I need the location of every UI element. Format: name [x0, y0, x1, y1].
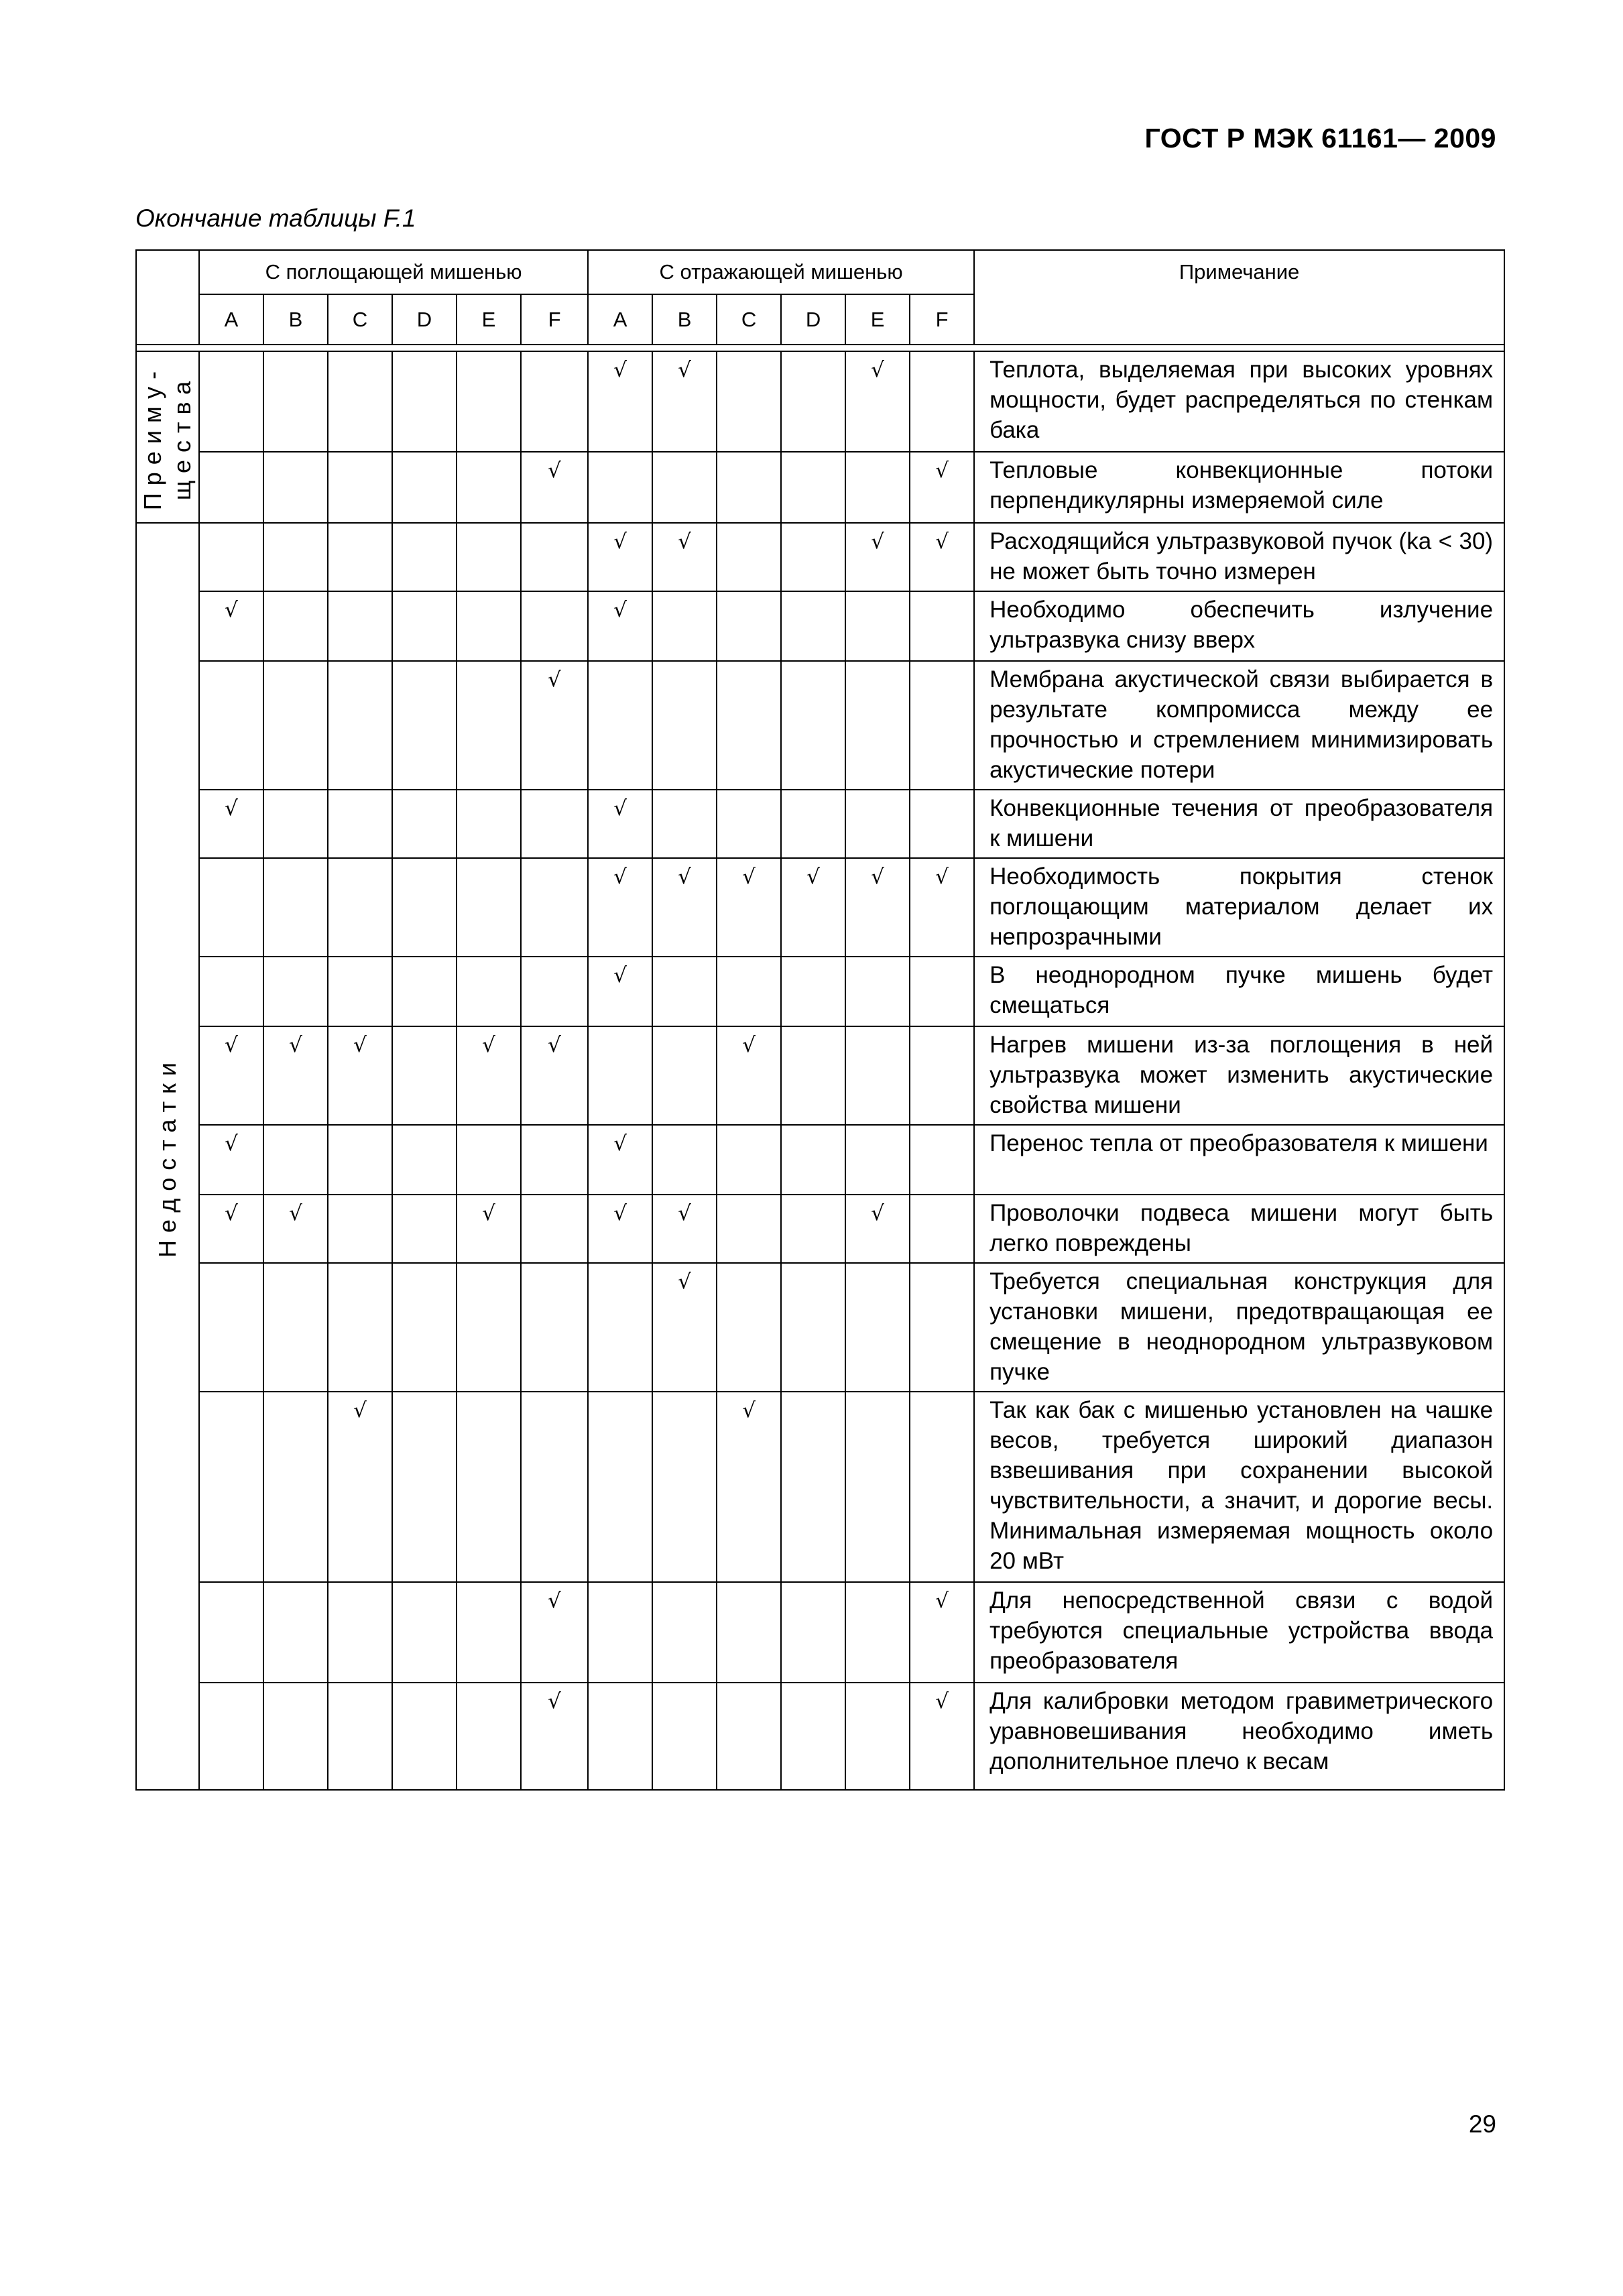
check-cell-absorbing-f [521, 1392, 588, 1582]
check-cell-absorbing-f [521, 1195, 588, 1263]
check-cell-reflecting-e [845, 1392, 910, 1582]
note-cell: Расходящийся ультразвуковой пучок (ka < 30) не может быть точно измерен [974, 523, 1504, 591]
check-cell-reflecting-d [781, 790, 845, 858]
column-header-reflecting-b: B [652, 294, 717, 345]
check-cell-absorbing-b [263, 1683, 328, 1790]
check-cell-reflecting-b [652, 1195, 717, 1263]
note-cell: Тепловые конвекционные потоки перпендикулярны измеряемой силе [974, 452, 1504, 523]
check-mark: √ [353, 1033, 367, 1057]
check-cell-reflecting-a [588, 1195, 652, 1263]
check-cell-reflecting-a [588, 452, 652, 523]
check-cell-reflecting-f [910, 858, 974, 957]
check-cell-absorbing-c [328, 957, 392, 1026]
comparison-table [135, 249, 1505, 1791]
check-mark: √ [482, 1201, 495, 1225]
check-mark: √ [548, 459, 561, 483]
column-header-reflecting-f: F [910, 294, 974, 345]
table-row [136, 1195, 1504, 1263]
check-cell-absorbing-e [457, 351, 521, 452]
section-label-text: Преиму- щества [139, 363, 196, 511]
check-cell-reflecting-d [781, 523, 845, 591]
check-cell-absorbing-b [263, 523, 328, 591]
check-cell-absorbing-b [263, 351, 328, 452]
check-cell-absorbing-c [328, 523, 392, 591]
check-cell-reflecting-d [781, 1392, 845, 1582]
check-cell-absorbing-f [521, 1026, 588, 1125]
check-cell-reflecting-f [910, 1195, 974, 1263]
check-cell-reflecting-a [588, 1392, 652, 1582]
check-cell-absorbing-f [521, 351, 588, 452]
check-cell-absorbing-a [199, 957, 263, 1026]
check-cell-reflecting-e [845, 1026, 910, 1125]
check-cell-absorbing-c [328, 1125, 392, 1195]
check-cell-reflecting-f [910, 957, 974, 1026]
check-cell-reflecting-f [910, 351, 974, 452]
check-cell-absorbing-a [199, 452, 263, 523]
check-cell-reflecting-a [588, 790, 652, 858]
check-cell-absorbing-a [199, 1195, 263, 1263]
check-cell-absorbing-c [328, 1392, 392, 1582]
check-cell-absorbing-c [328, 1026, 392, 1125]
table-row [136, 591, 1504, 661]
check-cell-reflecting-e [845, 790, 910, 858]
check-cell-reflecting-a [588, 1125, 652, 1195]
check-cell-reflecting-e [845, 858, 910, 957]
check-cell-reflecting-e [845, 523, 910, 591]
check-cell-reflecting-c [717, 1263, 781, 1392]
check-cell-reflecting-d [781, 957, 845, 1026]
check-cell-absorbing-e [457, 1582, 521, 1683]
check-cell-reflecting-f [910, 1392, 974, 1582]
check-cell-reflecting-f [910, 790, 974, 858]
table-row [136, 1392, 1504, 1582]
check-cell-absorbing-f [521, 591, 588, 661]
check-cell-reflecting-c [717, 1683, 781, 1790]
column-header-reflecting-d: D [781, 294, 845, 345]
check-cell-absorbing-e [457, 1026, 521, 1125]
check-mark: √ [613, 1132, 627, 1156]
check-mark: √ [742, 865, 756, 889]
check-mark: √ [613, 865, 627, 889]
check-mark: √ [548, 1689, 561, 1713]
section-label-advantages [136, 351, 199, 523]
column-header-reflecting-e: E [845, 294, 910, 345]
check-mark: √ [742, 1033, 756, 1057]
check-cell-reflecting-f [910, 1582, 974, 1683]
check-mark: √ [613, 796, 627, 821]
check-cell-absorbing-a [199, 661, 263, 790]
check-mark: √ [548, 1033, 561, 1057]
note-header: Примечание [974, 250, 1504, 345]
check-cell-absorbing-c [328, 452, 392, 523]
check-cell-reflecting-b [652, 957, 717, 1026]
check-cell-reflecting-b [652, 661, 717, 790]
check-cell-absorbing-b [263, 1195, 328, 1263]
check-cell-absorbing-d [392, 1026, 457, 1125]
table-continuation-caption: Окончание таблицы F.1 [135, 204, 416, 232]
check-mark: √ [225, 1132, 238, 1156]
check-cell-reflecting-e [845, 591, 910, 661]
check-mark: √ [742, 1398, 756, 1423]
check-mark: √ [613, 963, 627, 987]
table-row [136, 1263, 1504, 1392]
check-cell-absorbing-c [328, 1582, 392, 1683]
check-cell-absorbing-e [457, 1683, 521, 1790]
check-cell-absorbing-e [457, 790, 521, 858]
column-header-absorbing-a: A [199, 294, 263, 345]
check-cell-absorbing-d [392, 351, 457, 452]
check-cell-absorbing-b [263, 858, 328, 957]
table-row [136, 790, 1504, 858]
check-cell-reflecting-a [588, 351, 652, 452]
note-cell: Мембрана акустической связи выбирается в результате компромисса между ее прочностью и стремлением минимизировать акустические потери [974, 661, 1504, 790]
check-cell-reflecting-b [652, 1125, 717, 1195]
check-cell-reflecting-a [588, 661, 652, 790]
check-cell-absorbing-a [199, 1392, 263, 1582]
check-cell-absorbing-f [521, 661, 588, 790]
check-mark: √ [225, 598, 238, 622]
check-cell-reflecting-c [717, 1582, 781, 1683]
check-cell-reflecting-d [781, 1683, 845, 1790]
check-cell-absorbing-b [263, 957, 328, 1026]
table-row [136, 452, 1504, 523]
check-cell-absorbing-d [392, 1683, 457, 1790]
check-cell-reflecting-c [717, 858, 781, 957]
check-cell-reflecting-c [717, 591, 781, 661]
check-cell-absorbing-e [457, 591, 521, 661]
check-cell-absorbing-e [457, 661, 521, 790]
note-cell: Перенос тепла от преобразователя к мишени [974, 1125, 1504, 1195]
check-cell-reflecting-a [588, 1683, 652, 1790]
check-mark: √ [225, 1033, 238, 1057]
column-header-absorbing-f: F [521, 294, 588, 345]
check-mark: √ [289, 1201, 302, 1225]
check-cell-absorbing-d [392, 858, 457, 957]
check-mark: √ [935, 530, 949, 554]
check-cell-absorbing-d [392, 523, 457, 591]
check-cell-absorbing-c [328, 591, 392, 661]
page-number: 29 [1468, 2110, 1496, 2138]
check-mark: √ [548, 1589, 561, 1613]
column-header-reflecting-a: A [588, 294, 652, 345]
table-row [136, 351, 1504, 452]
note-cell: Конвекционные течения от преобразователя к мишени [974, 790, 1504, 858]
check-cell-reflecting-a [588, 957, 652, 1026]
check-cell-reflecting-a [588, 858, 652, 957]
check-cell-reflecting-d [781, 858, 845, 957]
check-mark: √ [935, 1689, 949, 1713]
check-cell-absorbing-c [328, 790, 392, 858]
check-cell-absorbing-e [457, 1263, 521, 1392]
check-cell-reflecting-b [652, 1392, 717, 1582]
check-cell-reflecting-b [652, 1026, 717, 1125]
check-cell-reflecting-e [845, 957, 910, 1026]
check-cell-absorbing-b [263, 1392, 328, 1582]
check-cell-absorbing-d [392, 452, 457, 523]
check-cell-reflecting-f [910, 452, 974, 523]
check-cell-reflecting-b [652, 1263, 717, 1392]
check-mark: √ [871, 865, 884, 889]
document-standard-header: ГОСТ Р МЭК 61161— 2009 [1144, 123, 1496, 154]
check-cell-absorbing-c [328, 858, 392, 957]
check-cell-reflecting-b [652, 591, 717, 661]
check-mark: √ [548, 668, 561, 692]
check-cell-absorbing-d [392, 790, 457, 858]
note-cell: Требуется специальная конструкция для установки мишени, предотвращающая ее смещение в неоднородном ультразвуковом пучке [974, 1263, 1504, 1392]
check-cell-reflecting-c [717, 1125, 781, 1195]
check-cell-reflecting-f [910, 1026, 974, 1125]
column-header-absorbing-b: B [263, 294, 328, 345]
check-cell-reflecting-b [652, 1582, 717, 1683]
table-row [136, 1582, 1504, 1683]
check-cell-reflecting-f [910, 1263, 974, 1392]
check-cell-absorbing-a [199, 1026, 263, 1125]
check-cell-absorbing-f [521, 523, 588, 591]
check-cell-reflecting-f [910, 591, 974, 661]
check-mark: √ [678, 1270, 691, 1294]
column-header-absorbing-e: E [457, 294, 521, 345]
check-cell-absorbing-f [521, 957, 588, 1026]
note-cell: Так как бак с мишенью установлен на чашке весов, требуется широкий диапазон взвешивания при сохранении высокой чувствительности, а значит, и дорогие весы. Минимальная измеряемая мощность около 20 мВт [974, 1392, 1504, 1582]
check-cell-absorbing-a [199, 1263, 263, 1392]
check-cell-absorbing-a [199, 790, 263, 858]
check-cell-absorbing-f [521, 858, 588, 957]
table-row [136, 858, 1504, 957]
check-cell-absorbing-a [199, 351, 263, 452]
check-cell-reflecting-a [588, 1026, 652, 1125]
check-mark: √ [482, 1033, 495, 1057]
check-cell-absorbing-d [392, 1195, 457, 1263]
check-mark: √ [935, 1589, 949, 1613]
check-cell-absorbing-e [457, 957, 521, 1026]
check-cell-reflecting-e [845, 351, 910, 452]
check-cell-reflecting-c [717, 790, 781, 858]
corner-cell [136, 250, 199, 345]
check-cell-absorbing-b [263, 1263, 328, 1392]
check-cell-reflecting-e [845, 452, 910, 523]
note-cell: Для калибровки методом гравиметрического уравновешивания необходимо иметь дополнительное плечо к весам [974, 1683, 1504, 1790]
check-cell-reflecting-b [652, 452, 717, 523]
column-header-reflecting-c: C [717, 294, 781, 345]
check-mark: √ [225, 796, 238, 821]
check-cell-reflecting-b [652, 523, 717, 591]
check-mark: √ [613, 1201, 627, 1225]
check-mark: √ [678, 530, 691, 554]
check-cell-absorbing-e [457, 452, 521, 523]
table-row [136, 1125, 1504, 1195]
check-cell-reflecting-e [845, 1582, 910, 1683]
check-cell-reflecting-a [588, 523, 652, 591]
check-cell-reflecting-d [781, 661, 845, 790]
check-cell-reflecting-e [845, 1263, 910, 1392]
table-row [136, 661, 1504, 790]
check-cell-absorbing-c [328, 1263, 392, 1392]
check-cell-reflecting-d [781, 591, 845, 661]
check-cell-absorbing-f [521, 1125, 588, 1195]
check-mark: √ [871, 1201, 884, 1225]
check-cell-absorbing-c [328, 1195, 392, 1263]
section-label-text: Недостатки [154, 1055, 181, 1258]
check-cell-reflecting-c [717, 1026, 781, 1125]
table-row [136, 957, 1504, 1026]
check-cell-absorbing-b [263, 661, 328, 790]
check-cell-reflecting-b [652, 351, 717, 452]
check-cell-reflecting-a [588, 591, 652, 661]
check-cell-absorbing-a [199, 591, 263, 661]
check-mark: √ [678, 865, 691, 889]
check-cell-reflecting-d [781, 452, 845, 523]
check-cell-absorbing-d [392, 591, 457, 661]
check-cell-absorbing-b [263, 1125, 328, 1195]
check-cell-absorbing-f [521, 1683, 588, 1790]
check-cell-absorbing-e [457, 1392, 521, 1582]
check-cell-reflecting-d [781, 1582, 845, 1683]
check-cell-absorbing-f [521, 1263, 588, 1392]
check-cell-absorbing-f [521, 1582, 588, 1683]
check-mark: √ [935, 865, 949, 889]
check-cell-reflecting-c [717, 351, 781, 452]
table-row [136, 1026, 1504, 1125]
check-mark: √ [678, 358, 691, 382]
note-cell: Для непосредственной связи с водой требуются специальные устройства ввода преобразователя [974, 1582, 1504, 1683]
check-cell-reflecting-c [717, 957, 781, 1026]
check-cell-reflecting-d [781, 1263, 845, 1392]
table-row [136, 523, 1504, 591]
note-cell: Нагрев мишени из-за поглощения в ней ультразвука может изменить акустические свойства мишени [974, 1026, 1504, 1125]
check-cell-absorbing-c [328, 661, 392, 790]
check-cell-absorbing-a [199, 1582, 263, 1683]
check-cell-absorbing-a [199, 1683, 263, 1790]
note-cell: В неоднородном пучке мишень будет смещаться [974, 957, 1504, 1026]
check-cell-absorbing-a [199, 858, 263, 957]
section-label-disadvantages [136, 523, 199, 1790]
table-row [136, 1683, 1504, 1790]
note-cell: Проволочки подвеса мишени могут быть легко повреждены [974, 1195, 1504, 1263]
check-cell-absorbing-e [457, 1195, 521, 1263]
check-cell-reflecting-f [910, 1125, 974, 1195]
check-cell-reflecting-e [845, 1683, 910, 1790]
check-mark: √ [353, 1398, 367, 1423]
check-cell-absorbing-d [392, 1263, 457, 1392]
check-cell-reflecting-f [910, 661, 974, 790]
check-cell-reflecting-f [910, 1683, 974, 1790]
check-cell-reflecting-b [652, 858, 717, 957]
check-mark: √ [806, 865, 820, 889]
check-cell-reflecting-c [717, 523, 781, 591]
check-mark: √ [871, 530, 884, 554]
check-cell-absorbing-e [457, 523, 521, 591]
check-mark: √ [289, 1033, 302, 1057]
check-mark: √ [613, 530, 627, 554]
check-cell-reflecting-d [781, 1125, 845, 1195]
check-cell-absorbing-b [263, 790, 328, 858]
check-cell-reflecting-c [717, 452, 781, 523]
check-cell-reflecting-e [845, 1195, 910, 1263]
check-cell-absorbing-a [199, 523, 263, 591]
table-body [136, 345, 1504, 1790]
check-cell-absorbing-f [521, 452, 588, 523]
column-header-absorbing-c: C [328, 294, 392, 345]
note-cell: Теплота, выделяемая при высоких уровнях мощности, будет распределяться по стенкам бака [974, 351, 1504, 452]
check-cell-absorbing-b [263, 452, 328, 523]
check-cell-absorbing-e [457, 1125, 521, 1195]
check-mark: √ [613, 358, 627, 382]
check-cell-reflecting-d [781, 351, 845, 452]
check-cell-reflecting-b [652, 790, 717, 858]
group-header-absorbing: С поглощающей мишенью [199, 250, 588, 294]
check-cell-reflecting-e [845, 1125, 910, 1195]
check-cell-absorbing-a [199, 1125, 263, 1195]
check-cell-reflecting-a [588, 1263, 652, 1392]
group-header-reflecting: С отражающей мишенью [588, 250, 974, 294]
check-mark: √ [225, 1201, 238, 1225]
column-header-absorbing-d: D [392, 294, 457, 345]
check-cell-reflecting-f [910, 523, 974, 591]
check-cell-reflecting-c [717, 1195, 781, 1263]
check-cell-absorbing-d [392, 661, 457, 790]
check-cell-reflecting-a [588, 1582, 652, 1683]
check-cell-reflecting-e [845, 661, 910, 790]
check-cell-absorbing-e [457, 858, 521, 957]
check-mark: √ [935, 459, 949, 483]
check-mark: √ [678, 1201, 691, 1225]
check-cell-reflecting-c [717, 661, 781, 790]
check-cell-absorbing-c [328, 351, 392, 452]
check-cell-absorbing-b [263, 1582, 328, 1683]
check-mark: √ [613, 598, 627, 622]
check-cell-reflecting-d [781, 1195, 845, 1263]
check-cell-absorbing-b [263, 591, 328, 661]
check-cell-reflecting-c [717, 1392, 781, 1582]
check-cell-absorbing-d [392, 1392, 457, 1582]
check-cell-absorbing-c [328, 1683, 392, 1790]
check-cell-reflecting-b [652, 1683, 717, 1790]
check-cell-absorbing-d [392, 957, 457, 1026]
check-cell-absorbing-d [392, 1125, 457, 1195]
check-cell-reflecting-d [781, 1026, 845, 1125]
check-cell-absorbing-d [392, 1582, 457, 1683]
check-cell-absorbing-b [263, 1026, 328, 1125]
header-separator-row [136, 345, 1504, 351]
check-cell-absorbing-f [521, 790, 588, 858]
note-cell: Необходимо обеспечить излучение ультразвука снизу вверх [974, 591, 1504, 661]
note-cell: Необходимость покрытия стенок поглощающим материалом делает их непрозрачными [974, 858, 1504, 957]
check-mark: √ [871, 358, 884, 382]
